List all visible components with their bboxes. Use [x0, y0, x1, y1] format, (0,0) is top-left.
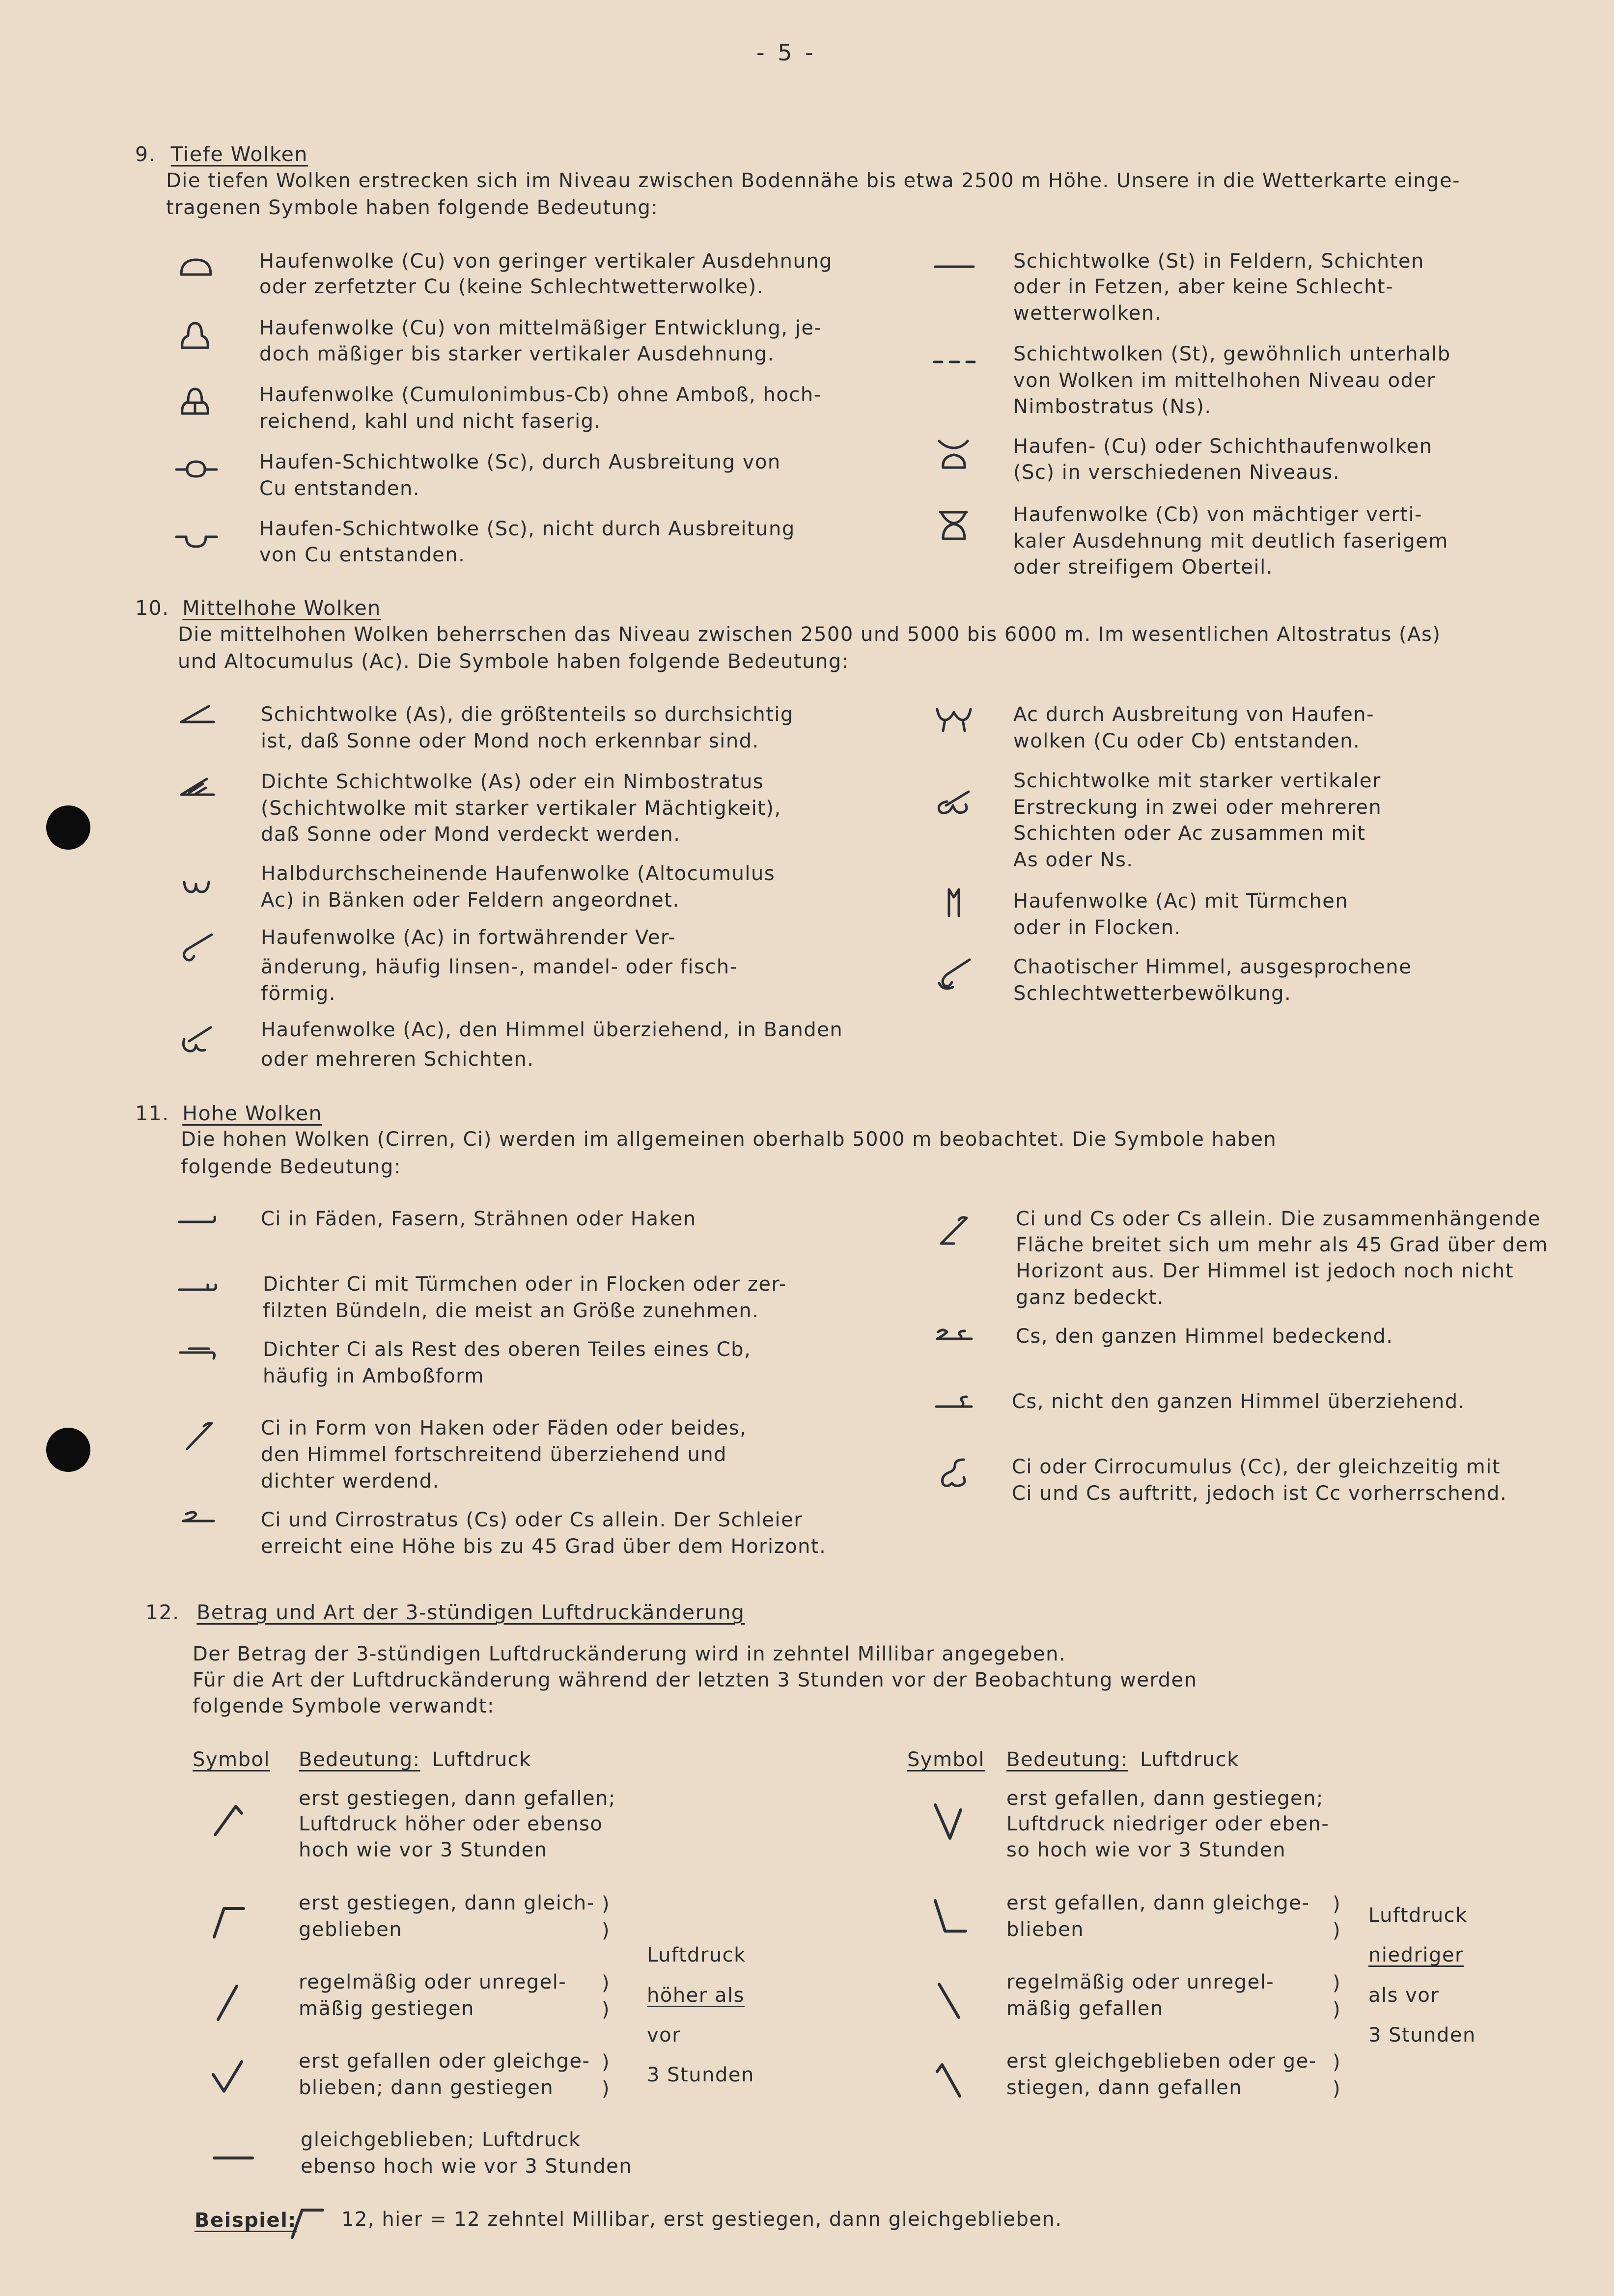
description-line: von Wolken im mittelhohen Niveau oder: [1013, 369, 1436, 392]
cirrus-uncinus-icon: [174, 1419, 219, 1454]
description-line: Haufenwolke (Cu) von geringer vertikaler Ausdehnung: [259, 250, 833, 273]
bracket: ): [1333, 2077, 1341, 2100]
section-9-heading: [135, 141, 308, 168]
description-line: Horizont aus. Der Himmel ist jedoch noch nicht: [1016, 1260, 1514, 1282]
page-number: - 5 -: [756, 39, 816, 66]
description-line: Ci und Cirrostratus (Cs) oder Cs allein. Der Schleier: [261, 1509, 803, 1531]
bracket: ): [602, 1972, 611, 1994]
section-11-heading: [135, 1100, 322, 1127]
bracket: ): [1333, 1919, 1341, 1942]
column-header-symbol: Symbol: [193, 1748, 271, 1771]
bracket: ): [602, 1893, 611, 1915]
cirrus-spissatus-icon: [174, 1271, 219, 1305]
description-line: Haufenwolke (Ac) in fortwährender Ver-: [261, 926, 676, 949]
description-line: Nimbostratus (Ns).: [1013, 395, 1212, 418]
pressure-rising-icon: [206, 1986, 250, 2020]
section-title: Hohe Wolken: [182, 1102, 323, 1125]
description-line: Fläche breitet sich um mehr als 45 Grad über dem: [1016, 1234, 1549, 1256]
cirrostratus-high-icon: [932, 1214, 976, 1248]
cirrus-cbgen-icon: [174, 1336, 219, 1370]
description-line: Haufenwolke (Cb) von mächtiger verti-: [1013, 503, 1423, 526]
description-line: ist, daß Sonne oder Mond noch erkennbar sind.: [261, 730, 759, 752]
description-line: stiegen, dann gefallen: [1006, 2076, 1243, 2099]
description-line: Haufenwolke (Ac) mit Türmchen: [1013, 890, 1349, 913]
cirrostratus-partial-icon: [932, 1386, 976, 1420]
description-line: oder mehreren Schichten.: [261, 1048, 534, 1071]
description-line: Dichte Schichtwolke (As) oder ein Nimbostratus: [261, 771, 764, 793]
bracket: ): [602, 1998, 611, 2021]
section-12-heading: [145, 1599, 745, 1626]
section-intro-line: Die tiefen Wolken erstrecken sich im Niveau zwischen Bodennähe bis etwa 2500 m Höhe. Unsere in die Wetterkarte einge-: [166, 169, 1461, 192]
section-title: Mittelhohe Wolken: [182, 596, 381, 620]
cumulus-mediocris-icon: [174, 318, 219, 353]
description-line: Chaotischer Himmel, ausgesprochene: [1013, 956, 1412, 978]
description-line: Ac) in Bänken oder Feldern angeordnet.: [261, 889, 680, 912]
section-number: 12.: [145, 1601, 180, 1624]
pressure-rising-steady-icon: [206, 1905, 250, 1939]
section-number: 9.: [135, 142, 156, 166]
description-line: Ci oder Cirrocumulus (Cc), der gleichzeitig mit: [1012, 1456, 1501, 1478]
description-line: ganz bedeckt.: [1016, 1286, 1165, 1309]
section-intro-line: folgende Symbole verwandt:: [193, 1695, 495, 1717]
altocumulus-castellanus-icon: [932, 886, 976, 921]
pressure-steady-falling-icon: [928, 2063, 973, 2097]
description-line: erst gefallen, dann gestiegen;: [1006, 1787, 1324, 1810]
description-line: Ci in Form von Haken oder Fäden oder beides,: [261, 1417, 747, 1439]
altostratus-translucidus-icon: [174, 700, 219, 735]
pressure-note-line: höher als: [647, 1984, 745, 2007]
description-line: reichend, kahl und nicht faserig.: [259, 410, 601, 433]
punch-hole-top: [46, 805, 90, 850]
pressure-note-line: 3 Stunden: [647, 2064, 754, 2086]
stratus-fractus-icon: [932, 342, 976, 377]
pressure-note-line: als vor: [1368, 1984, 1440, 2007]
column-header-pressure: Luftdruck: [1140, 1748, 1239, 1771]
description-line: gleichgeblieben; Luftdruck: [301, 2129, 581, 2151]
altostratus-opacus-icon: [174, 774, 219, 808]
description-line: Haufenwolke (Cumulonimbus-Cb) ohne Amboß, hoch-: [259, 384, 822, 406]
column-header-pressure: Luftdruck: [432, 1748, 531, 1771]
bracket: ): [1333, 2051, 1341, 2074]
description-line: so hoch wie vor 3 Stunden: [1006, 1839, 1286, 1861]
description-line: wetterwolken.: [1013, 302, 1162, 325]
cirrostratus-overcast-icon: [932, 1321, 976, 1355]
stratocumulus-cugen-icon: [174, 453, 219, 487]
description-line: blieben; dann gestiegen: [299, 2076, 554, 2099]
cumulonimbus-capillatus-icon: [932, 508, 976, 543]
description-line: Schichtwolken (St), gewöhnlich unterhalb: [1013, 343, 1451, 365]
stratocumulus-icon: [174, 522, 219, 556]
description-line: filzten Bündeln, die meist an Größe zunehmen.: [263, 1300, 759, 1322]
altocumulus-translucidus-icon: [174, 869, 219, 904]
pressure-note-line: vor: [647, 2024, 681, 2047]
description-line: erst gefallen, dann gleichge-: [1006, 1892, 1310, 1914]
description-line: Schichten oder Ac zusammen mit: [1013, 822, 1366, 845]
description-line: Dichter Ci als Rest des oberen Teiles eines Cb,: [263, 1338, 751, 1361]
description-line: Schichtwolke mit starker vertikaler: [1013, 770, 1381, 792]
description-line: Schichtwolke (St) in Feldern, Schichten: [1013, 250, 1424, 273]
description-line: Schichtwolke (As), die größtenteils so durchsichtig: [261, 703, 794, 726]
description-line: Ci in Fäden, Fasern, Strähnen oder Haken: [261, 1208, 696, 1230]
description-line: mäßig gestiegen: [299, 1997, 474, 2020]
description-line: regelmäßig oder unregel-: [1006, 1971, 1275, 1993]
section-number: 10.: [135, 596, 169, 620]
description-line: Haufenwolke (Cu) von mittelmäßiger Entwicklung, je-: [259, 317, 822, 339]
description-line: Dichter Ci mit Türmchen oder in Flocken oder zer-: [263, 1273, 787, 1296]
description-line: erreicht eine Höhe bis zu 45 Grad über dem Horizont.: [261, 1535, 827, 1558]
description-line: Luftdruck höher oder ebenso: [299, 1813, 603, 1835]
description-line: wolken (Cu oder Cb) entstanden.: [1013, 730, 1361, 752]
description-line: Haufen- (Cu) oder Schichthaufenwolken: [1013, 435, 1433, 458]
section-10-heading: [135, 595, 381, 622]
description-line: (Sc) in verschiedenen Niveaus.: [1013, 461, 1340, 484]
bracket: ): [602, 1919, 611, 1942]
description-line: Cu entstanden.: [259, 477, 420, 500]
section-intro-line: Der Betrag der 3-stündigen Luftdruckänderung wird in zehntel Millibar angegeben.: [193, 1643, 1066, 1665]
description-line: Erstreckung in zwei oder mehreren: [1013, 796, 1382, 819]
description-line: erst gestiegen, dann gleich-: [299, 1892, 595, 1914]
pressure-note-line: Luftdruck: [647, 1944, 746, 1966]
description-line: Cs, den ganzen Himmel bedeckend.: [1016, 1325, 1393, 1348]
pressure-note-line: niedriger: [1368, 1944, 1464, 1966]
cirrocumulus-icon: [932, 1457, 976, 1491]
pressure-note-line: 3 Stunden: [1368, 2024, 1476, 2047]
section-intro-line: Die hohen Wolken (Cirren, Ci) werden im allgemeinen oberhalb 5000 m beobachtet. Die Symbole haben: [181, 1128, 1277, 1151]
cirrus-fibratus-icon: [174, 1204, 219, 1239]
punch-hole-bottom: [46, 1428, 90, 1472]
bracket: ): [1333, 1893, 1341, 1915]
pressure-steady-icon: [211, 2140, 255, 2175]
description-line: kaler Ausdehnung mit deutlich faserigem: [1013, 530, 1448, 553]
description-line: Schlechtwetterbewölkung.: [1013, 982, 1292, 1005]
description-line: doch mäßiger bis starker vertikaler Ausdehnung.: [259, 343, 775, 365]
section-number: 11.: [135, 1102, 169, 1125]
description-line: Cs, nicht den ganzen Himmel überziehend.: [1012, 1390, 1465, 1413]
column-header-symbol: Symbol: [907, 1748, 985, 1771]
pressure-falling-rising-lower-icon: [928, 1805, 973, 1839]
pressure-falling-steady-icon: [928, 1901, 973, 1935]
cu-sc-levels-icon: [932, 437, 976, 471]
description-line: daß Sonne oder Mond verdeckt werden.: [261, 823, 681, 846]
description-line: As oder Ns.: [1013, 849, 1134, 871]
bracket: ): [1333, 1972, 1341, 1994]
description-line: oder in Flocken.: [1013, 916, 1181, 939]
section-intro-line: und Altocumulus (Ac). Die Symbole haben folgende Bedeutung:: [178, 650, 849, 673]
section-intro-line: tragenen Symbole haben folgende Bedeutung:: [166, 196, 659, 219]
description-line: häufig in Amboßform: [263, 1365, 484, 1387]
description-line: mäßig gefallen: [1006, 1997, 1164, 2020]
description-line: Haufenwolke (Ac), den Himmel überziehend, in Banden: [261, 1019, 843, 1041]
description-line: erst gleichgeblieben oder ge-: [1006, 2050, 1317, 2073]
altocumulus-duplicatus-icon: [932, 787, 976, 821]
chaotic-sky-icon: [932, 958, 976, 992]
example-text: 12, hier = 12 zehntel Millibar, erst gestiegen, dann gleichgeblieben.: [341, 2208, 1062, 2231]
description-line: Luftdruck niedriger oder eben-: [1006, 1813, 1330, 1835]
description-line: Ci und Cs auftritt, jedoch ist Cc vorherrschend.: [1012, 1482, 1507, 1505]
description-line: geblieben: [299, 1918, 403, 1941]
description-line: (Schichtwolke mit starker vertikaler Mächtigkeit),: [261, 797, 781, 820]
description-line: Haufen-Schichtwolke (Sc), durch Ausbreitung von: [259, 451, 781, 473]
description-line: oder in Fetzen, aber keine Schlecht-: [1013, 276, 1394, 298]
column-header-meaning: Bedeutung:: [1006, 1748, 1128, 1771]
description-line: ebenso hoch wie vor 3 Stunden: [301, 2155, 633, 2178]
description-line: Ci und Cs oder Cs allein. Die zusammenhängende: [1016, 1208, 1541, 1230]
description-line: regelmäßig oder unregel-: [299, 1971, 567, 1993]
pressure-falling-icon: [928, 1984, 973, 2019]
bracket: ): [602, 2051, 611, 2074]
pressure-note-line: Luftdruck: [1368, 1904, 1468, 1927]
column-header-meaning: Bedeutung:: [299, 1748, 420, 1771]
description-line: dichter werdend.: [261, 1470, 440, 1493]
description-line: erst gefallen oder gleichge-: [299, 2050, 590, 2073]
altocumulus-lenticularis-icon: [174, 931, 219, 965]
bracket: ): [1333, 1998, 1341, 2021]
description-line: blieben: [1006, 1918, 1085, 1941]
section-intro-line: Für die Art der Luftdruckänderung während der letzten 3 Stunden vor der Beobachtung werden: [193, 1669, 1197, 1691]
description-line: änderung, häufig linsen-, mandel- oder fisch-: [261, 956, 738, 978]
description-line: Ac durch Ausbreitung von Haufen-: [1013, 703, 1375, 726]
section-intro-line: folgende Bedeutung:: [181, 1156, 401, 1178]
stratus-icon: [932, 248, 976, 282]
pressure-rising-steady-icon: [287, 2205, 332, 2240]
cirrostratus-low-icon: [174, 1504, 219, 1539]
description-line: Haufen-Schichtwolke (Sc), nicht durch Ausbreitung: [259, 518, 795, 540]
pressure-falling-rising-icon: [206, 2062, 250, 2096]
altocumulus-cugen-icon: [932, 702, 976, 737]
description-line: förmig.: [261, 982, 336, 1005]
section-intro-line: Die mittelhohen Wolken beherrschen das Niveau zwischen 2500 und 5000 bis 6000 m. Im wesentlichen Altostratus (As): [178, 623, 1441, 646]
bracket: ): [602, 2077, 611, 2100]
altocumulus-invading-icon: [174, 1024, 219, 1058]
cumulus-humilis-icon: [174, 249, 219, 283]
description-line: Halbdurchscheinende Haufenwolke (Altocumulus: [261, 862, 776, 885]
cumulonimbus-calvus-icon: [174, 384, 219, 418]
example-label: Beispiel:: [195, 2209, 297, 2232]
description-line: oder streifigem Oberteil.: [1013, 556, 1273, 579]
description-line: erst gestiegen, dann gefallen;: [299, 1787, 616, 1810]
description-line: oder zerfetzter Cu (keine Schlechtwetterwolke).: [259, 276, 764, 298]
pressure-rising-falling-icon: [206, 1802, 250, 1837]
section-title: Tiefe Wolken: [170, 142, 308, 166]
description-line: von Cu entstanden.: [259, 544, 466, 566]
section-title: Betrag und Art der 3-stündigen Luftdruckänderung: [196, 1601, 745, 1624]
description-line: den Himmel fortschreitend überziehend und: [261, 1443, 727, 1466]
description-line: hoch wie vor 3 Stunden: [299, 1839, 548, 1861]
